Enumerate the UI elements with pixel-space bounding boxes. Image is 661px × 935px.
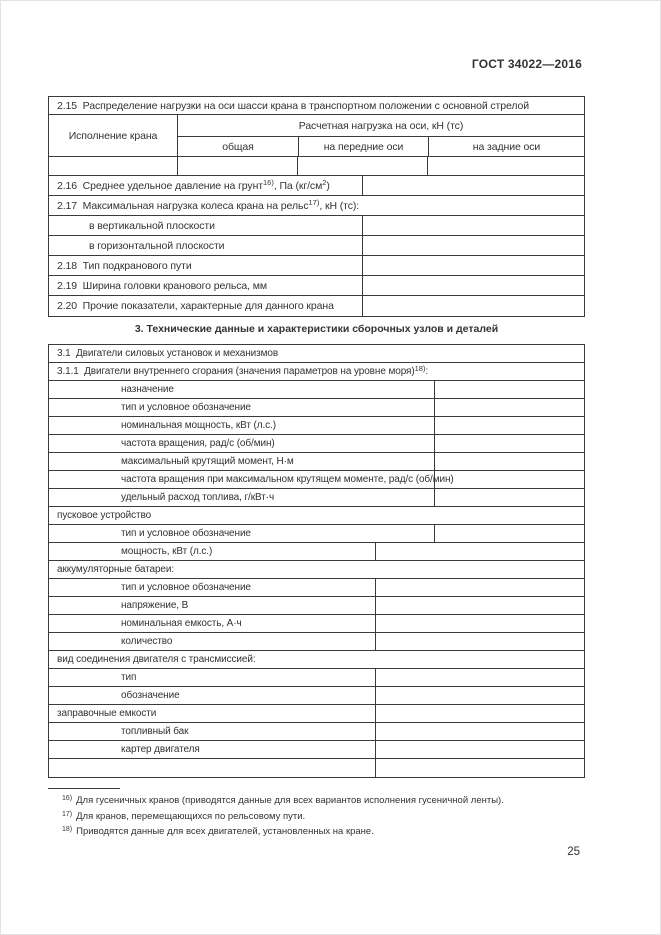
label-text: количество <box>121 636 173 647</box>
section-3-heading: 3. Технические данные и характеристики сборочных узлов и деталей <box>134 323 499 335</box>
row-label <box>49 384 434 395</box>
table-row <box>49 489 584 507</box>
empty-data-row <box>49 157 584 176</box>
axle-load-subcolumns <box>178 137 584 156</box>
table-row <box>49 399 584 417</box>
label-text: : <box>425 366 429 377</box>
row-label <box>49 528 434 539</box>
value-cell <box>375 579 584 596</box>
label-text: ) <box>326 179 330 192</box>
row-label <box>49 744 375 755</box>
value-cell <box>375 669 584 686</box>
value-cell <box>434 525 584 542</box>
footnote-text: Приводятся данные для всех двигателей, установленных на кране. <box>76 826 374 838</box>
table-row <box>49 561 584 579</box>
row-label <box>49 438 434 449</box>
value-cell <box>434 471 584 488</box>
table-row <box>49 417 584 435</box>
column-header-front-axles: на передние оси <box>298 137 428 156</box>
engines-table <box>48 344 585 778</box>
table-row <box>49 276 584 296</box>
standard-code-header: ГОСТ 34022—2016 <box>471 57 582 71</box>
row-label <box>49 260 362 272</box>
row-label <box>49 474 454 485</box>
row-label <box>49 654 584 665</box>
value-cell <box>375 705 584 722</box>
row-label <box>49 600 375 611</box>
column-header-total: общая <box>222 140 254 153</box>
label-text: вид соединения двигателя с трансмиссией: <box>57 654 256 665</box>
empty-cell-rear-axles <box>427 157 584 175</box>
footnote-separator-rule <box>48 788 120 789</box>
value-cell <box>362 276 584 295</box>
label-text: , кН (тс): <box>319 199 360 212</box>
footnote-marker: 17) <box>62 810 73 818</box>
label-text: удельный расход топлива, г/кВт·ч <box>121 492 275 503</box>
value-cell <box>434 417 584 434</box>
label-text: 3.1 Двигатели силовых установок и механизмов <box>57 348 279 359</box>
footnote <box>48 810 585 826</box>
label-text: тип и условное обозначение <box>121 402 251 413</box>
row-label <box>49 636 375 647</box>
table-row <box>49 176 584 196</box>
label-text: обозначение <box>121 690 180 701</box>
row-label <box>49 180 362 192</box>
row-label <box>49 402 434 413</box>
label-text: 2.16 Среднее удельное давление на грунт <box>57 179 263 192</box>
row-label <box>49 492 434 503</box>
value-cell <box>362 236 584 255</box>
label-text: заправочные емкости <box>57 708 157 719</box>
footnote-text: Для гусеничных кранов (приводятся данные для всех вариантов исполнения гусеничной ленты). <box>76 795 504 806</box>
column-header-load-title: Расчетная нагрузка на оси, кН (тс) <box>178 115 584 137</box>
label-text: частота вращения при максимальном крутящем моменте, рад/с (об/мин) <box>121 474 454 485</box>
superscript-ref: 17) <box>308 198 320 207</box>
value-cell <box>362 256 584 275</box>
table-row <box>49 196 584 216</box>
footnote-marker: 16) <box>62 795 73 802</box>
value-cell <box>375 597 584 614</box>
table-row <box>49 741 584 759</box>
row-label <box>49 546 375 557</box>
row-label <box>49 708 375 719</box>
empty-cell-total <box>177 157 297 175</box>
value-cell <box>375 615 584 632</box>
label-text: в вертикальной плоскости <box>89 219 215 232</box>
value-cell <box>375 687 584 704</box>
table-row <box>49 381 584 399</box>
label-text: 2.19 Ширина головки кранового рельса, мм <box>57 279 268 292</box>
row-label <box>49 456 434 467</box>
footnotes-block <box>48 788 585 841</box>
row-label <box>49 672 375 683</box>
row-label <box>49 564 584 575</box>
value-cell <box>375 741 584 758</box>
label-text: тип и условное обозначение <box>121 528 251 539</box>
row-label <box>49 348 584 359</box>
label-text: пусковое устройство <box>57 510 152 521</box>
table-row <box>49 471 584 489</box>
axle-load-table-header <box>49 115 584 157</box>
label-text: 2.18 Тип подкранового пути <box>57 259 192 272</box>
table-row <box>49 615 584 633</box>
row-2-15: 2.15 Распределение нагрузки на оси шасси крана в транспортном положении с основной стрелой <box>49 97 584 115</box>
label-text: аккумуляторные батареи: <box>57 564 175 575</box>
table-row <box>49 525 584 543</box>
axle-load-table-body <box>49 176 584 316</box>
footnote <box>48 825 585 841</box>
empty-cell-front-axles <box>297 157 427 175</box>
row-label <box>49 690 375 701</box>
value-cell <box>434 489 584 506</box>
table-row <box>49 687 584 705</box>
table-row <box>49 597 584 615</box>
footnote <box>48 794 585 810</box>
table-row <box>49 453 584 471</box>
row-label <box>49 726 375 737</box>
label-text: максимальный крутящий момент, Н·м <box>121 456 294 467</box>
label-text: картер двигателя <box>121 744 200 755</box>
label-text: тип <box>121 672 137 683</box>
value-cell <box>375 723 584 740</box>
table-row <box>49 363 584 381</box>
value-cell <box>375 543 584 560</box>
table-row <box>49 633 584 651</box>
empty-cell-execution <box>49 157 177 175</box>
row-label <box>49 618 375 629</box>
column-header-execution: Исполнение крана <box>68 129 158 142</box>
table-row <box>49 669 584 687</box>
table-row <box>49 296 584 316</box>
value-cell <box>362 176 584 195</box>
table-row <box>49 507 584 525</box>
label-text: топливный бак <box>121 726 189 737</box>
row-label <box>49 280 362 292</box>
table-row <box>49 651 584 669</box>
table-row <box>49 345 584 363</box>
footnote-text: Для кранов, перемещающихся по рельсовому пути. <box>76 810 306 822</box>
axle-load-header-group <box>177 115 584 156</box>
value-cell <box>375 759 584 777</box>
row-label <box>49 510 584 521</box>
table-row <box>49 435 584 453</box>
label-text: 2.17 Максимальная нагрузка колеса крана на рельс <box>57 199 309 212</box>
column-header-rear-axles: на задние оси <box>428 137 584 156</box>
page-number: 25 <box>567 846 580 858</box>
table-row <box>49 723 584 741</box>
label-text: назначение <box>121 384 174 395</box>
label-text: 2.20 Прочие показатели, характерные для данного крана <box>57 300 334 312</box>
row-label <box>49 220 362 232</box>
table-row <box>49 543 584 561</box>
axle-load-table <box>48 96 585 317</box>
row-label <box>49 240 362 252</box>
label-text: номинальная емкость, А·ч <box>121 618 242 629</box>
label-text: в горизонтальной плоскости <box>89 239 225 252</box>
label-text: тип и условное обозначение <box>121 582 251 593</box>
label-text: номинальная мощность, кВт (л.с.) <box>121 420 276 431</box>
superscript-ref: 16) <box>263 178 274 187</box>
footnote-marker: 18) <box>62 826 73 834</box>
value-cell <box>362 216 584 235</box>
table-row <box>49 705 584 723</box>
row-label <box>49 582 375 593</box>
row-label <box>49 200 584 212</box>
label-text: частота вращения, рад/с (об/мин) <box>121 438 275 449</box>
label-text: 3.1.1 Двигатели внутреннего сгорания (значения параметров на уровне моря) <box>57 366 415 377</box>
superscript-ref: 18) <box>414 363 426 373</box>
row-label <box>49 300 362 312</box>
table-row <box>49 579 584 597</box>
row-label <box>49 420 434 431</box>
table-row <box>49 256 584 276</box>
value-cell <box>375 633 584 650</box>
table-row <box>49 759 584 777</box>
value-cell <box>362 296 584 316</box>
superscript-ref: 2 <box>322 178 327 187</box>
label-text: , Па (кг/см <box>273 179 323 192</box>
table-row <box>49 236 584 256</box>
label-text: напряжение, В <box>121 600 189 611</box>
table-row <box>49 216 584 236</box>
value-cell <box>434 453 584 470</box>
value-cell <box>434 381 584 398</box>
value-cell <box>434 435 584 452</box>
row-label <box>49 363 584 377</box>
value-cell <box>434 399 584 416</box>
label-text: мощность, кВт (л.с.) <box>121 546 213 557</box>
